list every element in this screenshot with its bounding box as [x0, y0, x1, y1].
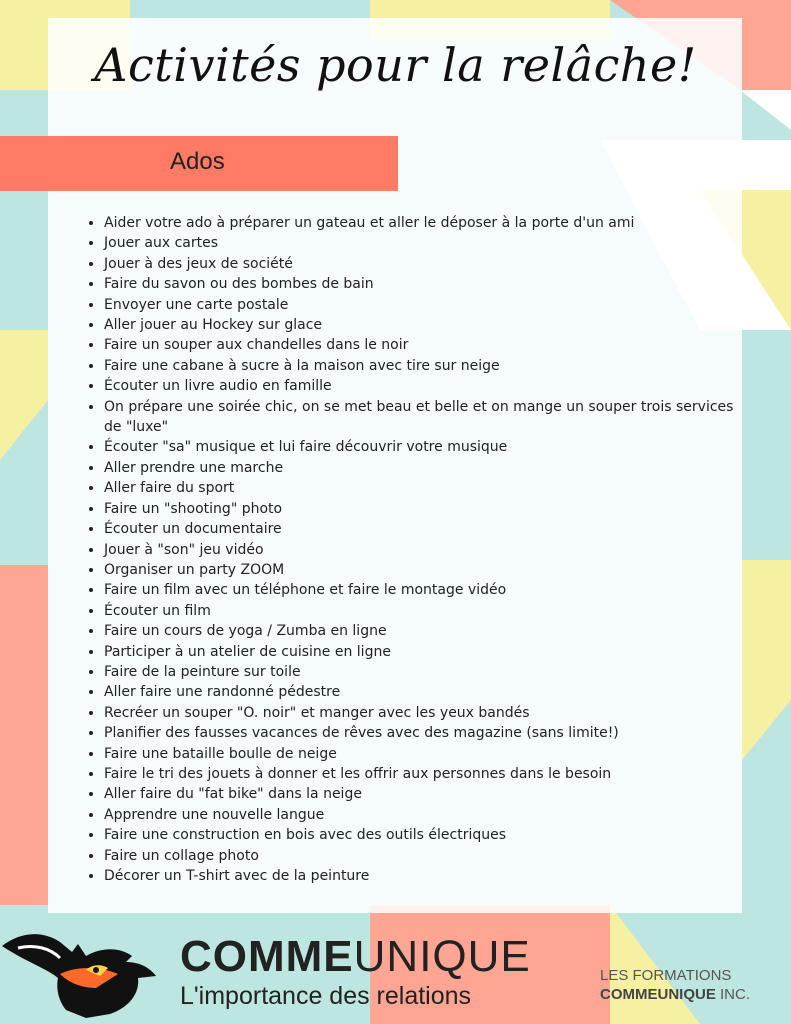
activity-item: • Aller faire une randonné pédestre	[104, 682, 744, 702]
activity-item: • Aller faire du "fat bike" dans la neige	[104, 784, 744, 804]
brand-name	[180, 932, 531, 982]
activity-item: • Décorer un T-shirt avec de la peinture	[104, 866, 744, 886]
activity-item: • Faire de la peinture sur toile	[104, 662, 744, 682]
activity-item: • Écouter un livre audio en famille	[104, 376, 744, 396]
activity-item: • Faire le tri des jouets à donner et les offrir aux personnes dans le besoin	[104, 764, 744, 784]
activity-item: • Aller jouer au Hockey sur glace	[104, 315, 744, 335]
activity-item: • Planifier des fausses vacances de rêves avec des magazine (sans limite!)	[104, 723, 744, 743]
bird-logo-icon	[0, 922, 158, 1020]
activity-item: • On prépare une soirée chic, on se met beau et belle et on mange un souper trois services de "luxe"	[104, 397, 744, 438]
activity-item: • Faire une construction en bois avec des outils électriques	[104, 825, 744, 845]
page-title: Activités pour la relâche!	[94, 38, 697, 92]
activity-item: • Écouter un film	[104, 601, 744, 621]
activity-item: • Faire un cours de yoga / Zumba en ligne	[104, 621, 744, 641]
activity-list	[80, 213, 744, 886]
activity-item: • Écouter un documentaire	[104, 519, 744, 539]
formations-brand: COMMEUNIQUE	[600, 986, 716, 1003]
activity-item: • Jouer aux cartes	[104, 233, 744, 253]
activity-item: • Faire un "shooting" photo	[104, 499, 744, 519]
section-label: Ados	[170, 148, 225, 175]
activity-item: • Aider votre ado à préparer un gateau et aller le déposer à la porte d'un ami	[104, 213, 744, 233]
brand-name-light: UNIQUE	[353, 932, 531, 981]
activity-item: • Écouter "sa" musique et lui faire découvrir votre musique	[104, 437, 744, 457]
brand-name-bold: COMME	[180, 932, 354, 981]
activity-item: • Faire un collage photo	[104, 846, 744, 866]
activity-item: • Apprendre une nouvelle langue	[104, 805, 744, 825]
activity-item: • Jouer à des jeux de société	[104, 254, 744, 274]
activity-item: • Envoyer une carte postale	[104, 295, 744, 315]
brand-tagline: L'importance des relations	[180, 982, 472, 1010]
formations-label	[600, 966, 770, 1004]
formations-line1: LES FORMATIONS	[600, 967, 732, 984]
activity-item: • Participer à un atelier de cuisine en ligne	[104, 642, 744, 662]
activity-item: • Faire un film avec un téléphone et faire le montage vidéo	[104, 580, 744, 600]
activity-item: • Faire une bataille boulle de neige	[104, 744, 744, 764]
footer	[0, 910, 791, 1024]
activity-item: • Faire une cabane à sucre à la maison avec tire sur neige	[104, 356, 744, 376]
activity-item: • Jouer à "son" jeu vidéo	[104, 540, 744, 560]
section-banner	[0, 136, 398, 191]
activity-item: • Aller prendre une marche	[104, 458, 744, 478]
formations-suffix: INC.	[715, 986, 751, 1003]
activity-item: • Organiser un party ZOOM	[104, 560, 744, 580]
activity-item: • Faire du savon ou des bombes de bain	[104, 274, 744, 294]
activity-item: • Faire un souper aux chandelles dans le noir	[104, 335, 744, 355]
activity-item: • Recréer un souper "O. noir" et manger avec les yeux bandés	[104, 703, 744, 723]
activity-item: • Aller faire du sport	[104, 478, 744, 498]
